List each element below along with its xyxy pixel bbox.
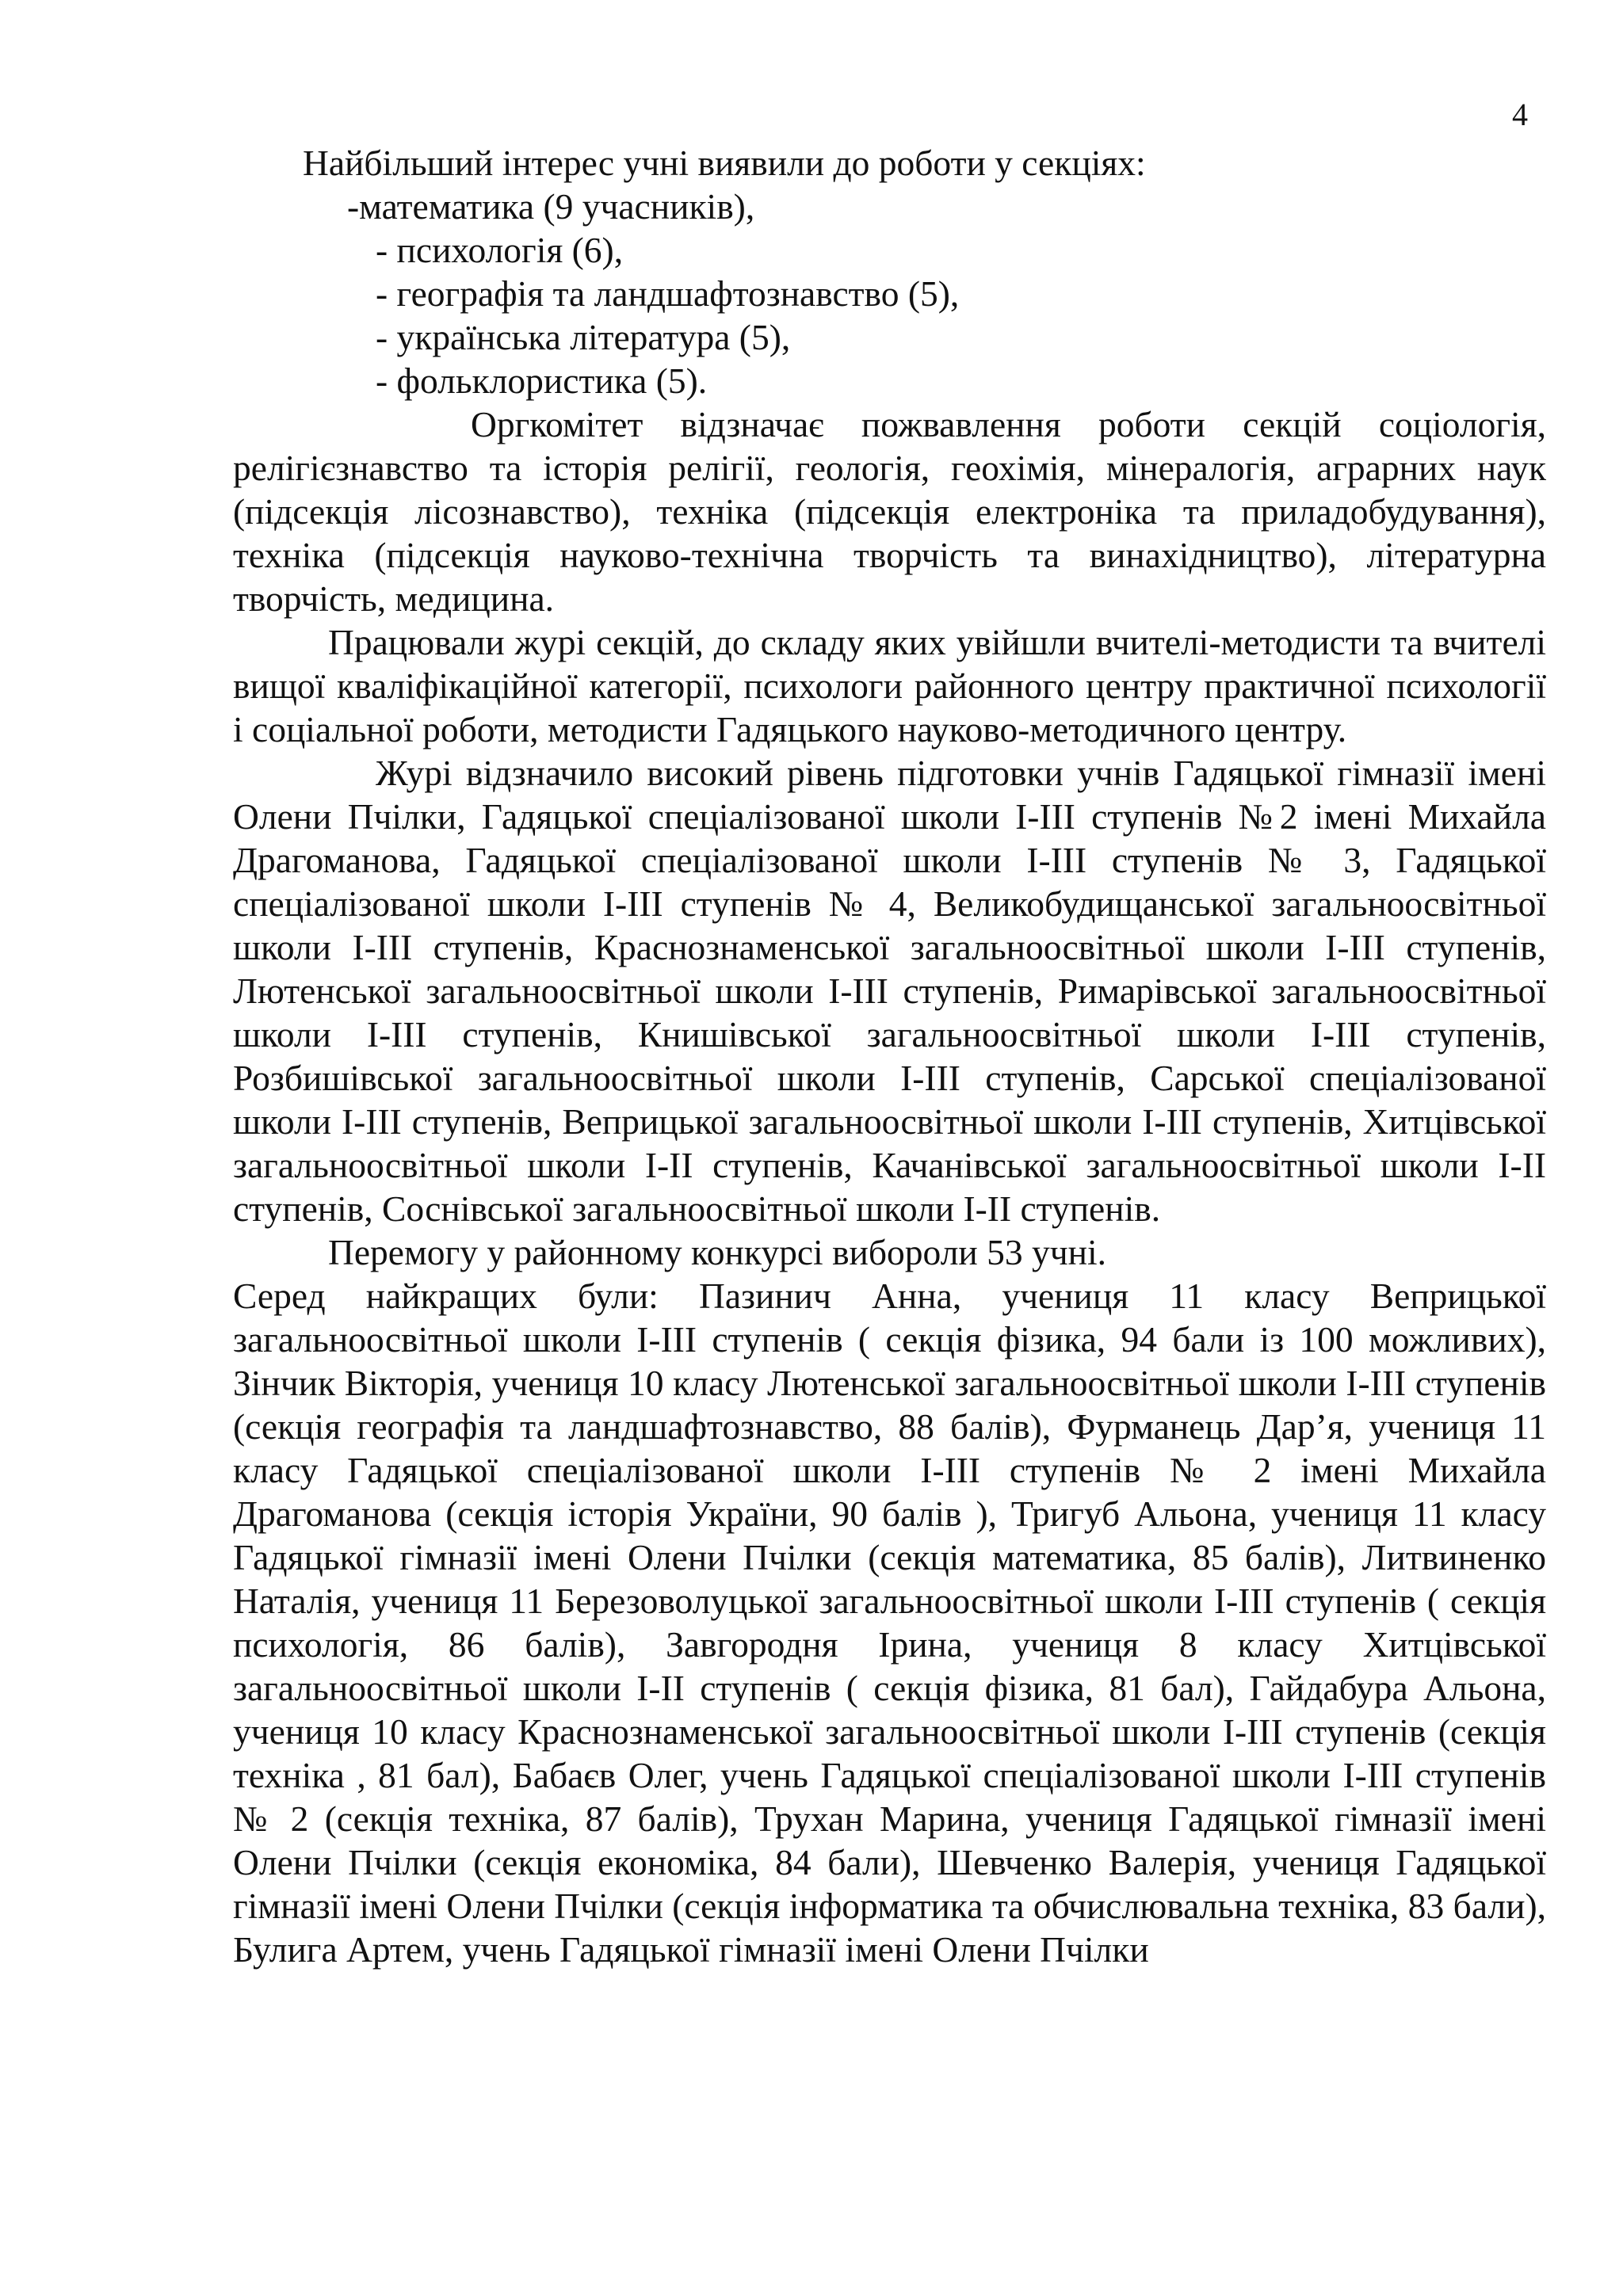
sections-list xyxy=(233,185,1546,402)
list-item: - фольклористика (5). xyxy=(376,360,708,401)
list-item: - українська література (5), xyxy=(376,317,791,357)
document-content xyxy=(233,141,1546,1971)
list-item: - географія та ландшафтознавство (5), xyxy=(376,273,960,314)
list-item: - психологія (6), xyxy=(376,230,624,270)
list-item: -математика (9 учасників), xyxy=(347,186,755,227)
jury-note-paragraph: Журі відзначило високий рівень підготовки учнів Гадяцької гімназії імені Олени Пчілки, Гадяцької спеціалізованої школи І-ІІІ ступенів №2 імені Михайла Драгоманова, Гадяцької спеціалізованої школи І-ІІІ ступенів № 3, Гадяцької спеціалізованої школи І-ІІІ ступенів № 4, Великобудищанської загальноосвітньої школи І-ІІІ ступенів, Краснознаменської загальноосвітньої школи І-ІІІ ступенів, Лютенської загальноосвітньої школи І-ІІІ ступенів, Римарівської загальноосвітньої школи І-ІІІ ступенів, Книшівської загальноосвітньої школи І-ІІІ ступенів, Розбишівської загальноосвітньої школи І-ІІІ ступенів, Сарської спеціалізованої школи І-ІІІ ступенів, Веприцької загальноосвітньої школи І-ІІІ ступенів, Хитцівської загальноосвітньої школи І-ІІ ступенів, Качанівської загальноосвітньої школи І-ІІ ступенів, Соснівської загальноосвітньої школи І-ІІ ступенів. xyxy=(233,753,1546,1229)
page-number: 4 xyxy=(1512,97,1528,132)
intro-paragraph: Найбільший інтерес учні виявили до роботи у секціях: xyxy=(303,143,1146,183)
best-students-paragraph: Серед найкращих були: Пазинич Анна, учениця 11 класу Веприцької загальноосвітньої школи І-ІІІ ступенів ( секція фізика, 94 бали із 100 можливих), Зінчик Вікторія, учениця 10 класу Лютенської загальноосвітньої школи І-ІІІ ступенів (секція географія та ландшафтознавство, 88 балів), Фурманець Дар’я, учениця 11 класу Гадяцької спеціалізованої школи І-ІІІ ступенів № 2 імені Михайла Драгоманова (секція історія України, 90 балів ), Тригуб Альона, учениця 11 класу Гадяцької гімназії імені Олени Пчілки (секція математика, 85 балів), Литвиненко Наталія, учениця 11 Березоволуцької загальноосвітньої школи І-ІІІ ступенів ( секція психологія, 86 балів), Завгородня Ірина, учениця 8 класу Хитцівської загальноосвітньої школи І-ІІ ступенів ( секція фізика, 81 бал), Гайдабура Альона, учениця 10 класу Краснознаменської загальноосвітньої школи І-ІІІ ступенів (секція техніка , 81 бал), Бабаєв Олег, учень Гадяцької спеціалізованої школи І-ІІІ ступенів № 2 (секція техніка, 87 балів), Трухан Марина, учениця Гадяцької гімназії імені Олени Пчілки (секція економіка, 84 бали), Шевченко Валерія, учениця Гадяцької гімназії імені Олени Пчілки (секція інформатика та обчислювальна техніка, 83 бали), Булига Артем, учень Гадяцької гімназії імені Олени Пчілки xyxy=(233,1276,1546,1970)
jury-work-paragraph: Працювали журі секцій, до складу яких увійшли вчителі-методисти та вчителі вищої кваліфікаційної категорії, психологи районного центру практичної психології і соціальної роботи, методисти Гадяцького науково-методичного центру. xyxy=(233,622,1546,749)
orgcommittee-paragraph: Оргкомітет відзначає пожвавлення роботи секцій соціологія, релігієзнавство та історія релігії, геологія, геохімія, мінералогія, аграрних наук (підсекція лісознавство), техніка (підсекція електроніка та приладобудування), техніка (підсекція науково-технічна творчість та винахідництво), літературна творчість, медицина. xyxy=(233,404,1546,619)
winners-paragraph: Перемогу у районному конкурсі вибороли 53 учні. xyxy=(328,1232,1107,1272)
